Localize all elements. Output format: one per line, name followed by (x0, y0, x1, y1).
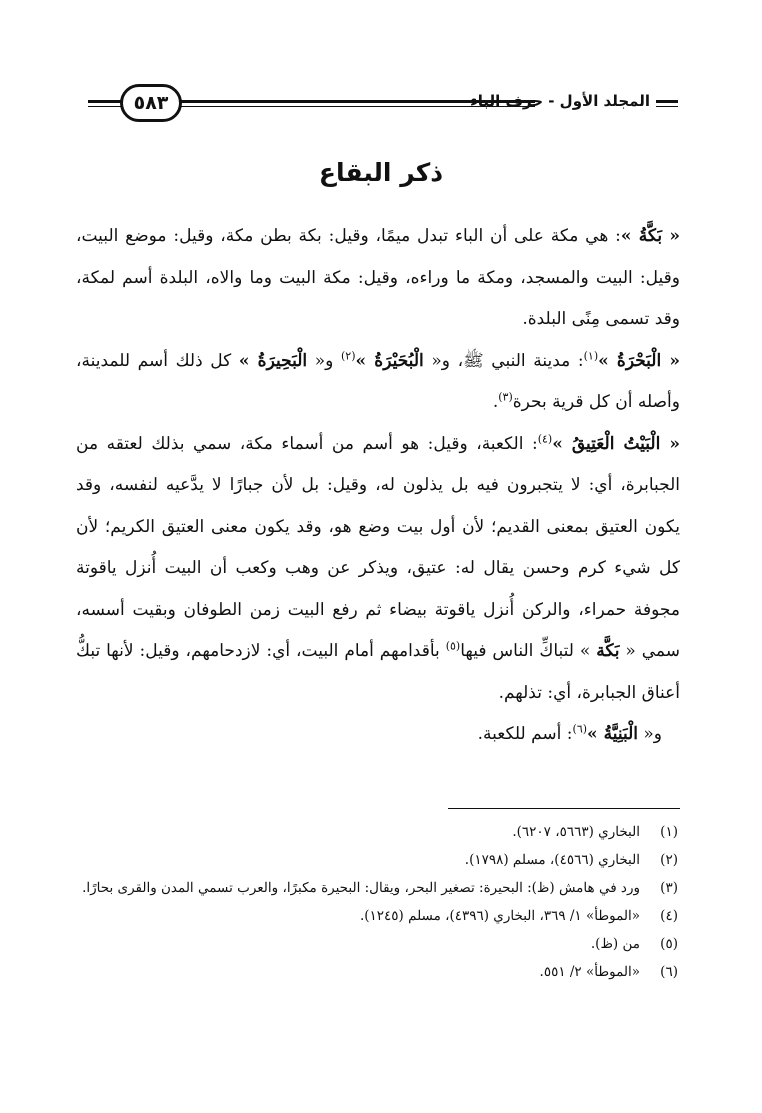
entry-text: . (492, 392, 499, 412)
entry-bahra (76, 341, 680, 424)
footnote-ref: (٤) (537, 431, 553, 445)
footnote (78, 930, 678, 958)
footnote (78, 846, 678, 874)
entry-text: : أسم للكعبة. (477, 724, 573, 744)
entry-bayt-atiq (76, 424, 680, 715)
footnote (78, 902, 678, 930)
page-header (88, 82, 678, 130)
entry-text: بأقدامهم أمام البيت، أي: لازدحامهم، وقيل: لأنها تبكُّ أعناق الجبابرة، أي: تذلهم. (76, 641, 680, 703)
entry-term: الْبَنِيَّةُ » (587, 724, 638, 744)
entry-term: « بَكَّةُ » (620, 226, 680, 246)
entry-term: « الْبَيْتُ الْعَتِيقُ » (552, 433, 680, 454)
footnote-number: (٤) (660, 908, 678, 924)
footnote-number: (٦) (660, 964, 678, 980)
entry-text: : مدينة النبي ﷺ، و« (423, 350, 584, 371)
entry-bakka (76, 216, 680, 341)
page-number-badge (120, 84, 182, 122)
running-title: المجلد الأول - حرف الباء (470, 92, 650, 110)
footnote-ref: (٥) (445, 639, 461, 653)
footnote (78, 958, 678, 986)
footnote-ref: (٣) (498, 390, 513, 404)
entry-text: و« (307, 350, 341, 371)
footnote-number: (١) (660, 824, 678, 840)
footnote-text: من (ظ). (590, 936, 640, 952)
body-text (76, 216, 680, 756)
footnotes (78, 818, 678, 986)
entry-prefix: و« (637, 724, 662, 744)
footnote-number: (٢) (660, 852, 678, 868)
entry-text: كل ذلك أسم للمدينة، وأصله أن كل قرية بحرة (76, 350, 680, 412)
footnote-separator (448, 808, 680, 809)
footnote (78, 818, 678, 846)
footnote-text: ورد في هامش (ظ): البحيرة: تصغير البحر، ويقال: البحيرة مكبرًا، والعرب تسمي المدن والقرى بحارًا. (82, 880, 640, 896)
footnote-number: (٥) (660, 936, 678, 952)
entry-term: الْبُحَيْرَةُ » (355, 350, 424, 371)
entry-term: بَكَّة (596, 641, 620, 661)
page-number: ٥٨٣ (133, 92, 169, 114)
entry-text: : هي مكة على أن الباء تبدل ميمًا، وقيل: بكة بطن مكة، وقيل: موضع البيت، وقيل: البيت والمسجد، ومكة ما وراءه، وقيل: مكة البيت وما والاه، البلدة أسم لمكة، وقد تسمى مِنًى البلدة. (76, 226, 680, 329)
header-rule-right (656, 100, 678, 107)
footnote-text: البخاري (٥٦٦٣، ٦٢٠٧). (512, 824, 640, 840)
entry-term: الْبَحِيرَةُ » (238, 350, 308, 371)
section-title: ذكر البقاع (318, 158, 444, 187)
footnote-text: «الموطأ» ١/ ٣٦٩، البخاري (٤٣٩٦)، مسلم (١٢٤٥). (359, 908, 640, 924)
footnote-text: «الموطأ» ٢/ ٥٥١. (539, 964, 640, 980)
entry-text: » لتباكِّ الناس فيها (460, 641, 597, 661)
entry-term: « الْبَحْرَةُ » (598, 350, 680, 371)
footnote-ref: (١) (583, 348, 599, 362)
header-rule-left (88, 100, 122, 107)
footnote-text: البخاري (٤٥٦٦)، مسلم (١٧٩٨). (464, 852, 640, 868)
entry-text: : الكعبة، وقيل: هو أسم من أسماء مكة، سمي بذلك لعتقه من الجبابرة، أي: لا يتجبرون فيه بل يذلون له، وقيل: بل لأن جبارًا لا يدَّعيه لنفسه، وقد يكون العتيق بمعنى القديم؛ لأن أول بيت وضع هو، وقد يكون معنى العتيق الكريم؛ لأن كل شيء كرم وحسن يقال له: عتيق، ويذكر عن وهب وكعب أن البيت أُنزل ياقوتة مجوفة حمراء، والركن أُنزل ياقوتة بيضاء ثم رفع البيت زمن الطوفان وبقيت أسسه، سمي « (76, 433, 680, 661)
footnote-ref: (٦) (572, 722, 588, 736)
entry-baniyya (76, 714, 680, 756)
footnote-ref: (٢) (341, 348, 356, 362)
footnote (78, 874, 678, 902)
footnote-number: (٣) (660, 880, 678, 896)
